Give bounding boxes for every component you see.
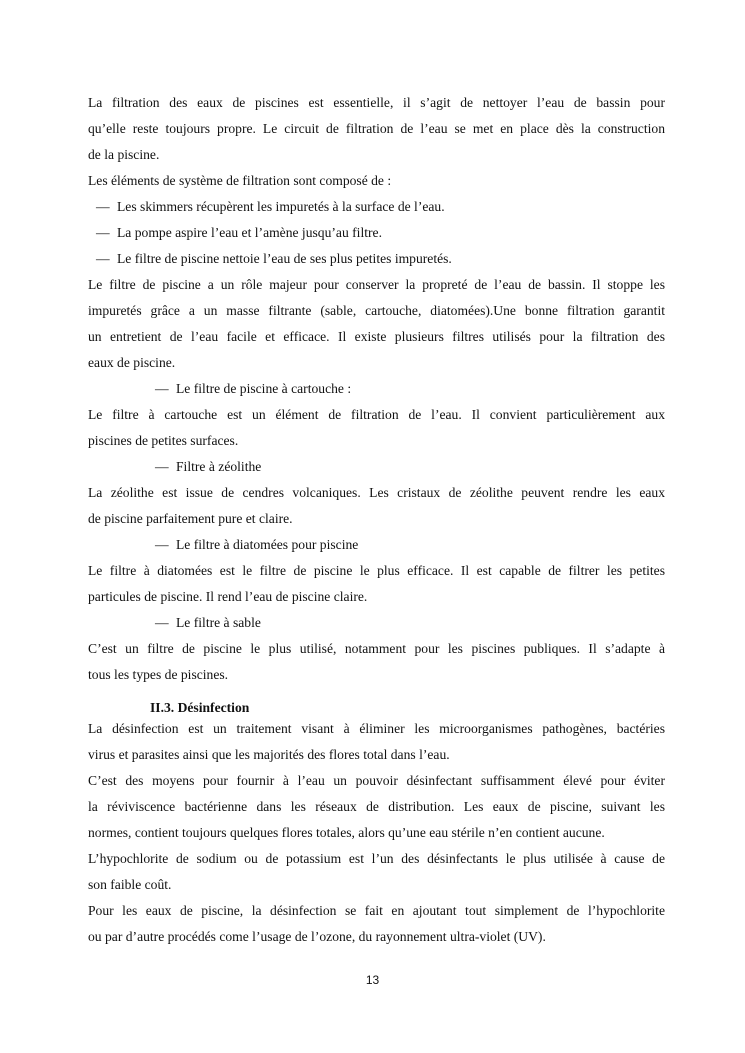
section-heading-desinfection: II.3. Désinfection <box>150 700 250 715</box>
intro-line-3: de la piscine. <box>88 147 160 162</box>
dash-bullet: — <box>155 381 169 396</box>
dash-bullet: — <box>155 459 169 474</box>
desinfection-p2-line-1: C’est des moyens pour fournir à l’eau un pouvoir désinfectant suffisamment élevé pour éviter <box>88 773 665 788</box>
intro-line-1: La filtration des eaux de piscines est essentielle, il s’agit de nettoyer l’eau de bassin pour <box>88 95 665 110</box>
list-item-text: Le filtre de piscine nettoie l’eau de ses plus petites impuretés. <box>117 251 452 266</box>
filter-title-diatomees <box>88 532 665 558</box>
filter-title-text: Le filtre à diatomées pour piscine <box>176 537 359 552</box>
desinfection-p3-line-1: L’hypochlorite de sodium ou de potassium est l’un des désinfectants le plus utilisée à cause de <box>88 851 665 866</box>
desinfection-p2-line-3: normes, contient toujours quelques flores totales, alors qu’une eau stérile n’en contient aucune. <box>88 825 605 840</box>
desinfection-p4-line-2: ou par d’autre procédés come l’usage de l’ozone, du rayonnement ultra-violet (UV). <box>88 929 546 944</box>
filter-title-text: Filtre à zéolithe <box>176 459 262 474</box>
cartouche-line-2: piscines de petites surfaces. <box>88 433 239 448</box>
dash-bullet: — <box>96 251 110 266</box>
intro-line-2: qu’elle reste toujours propre. Le circuit de filtration de l’eau se met en place dès la construction <box>88 121 665 136</box>
cartouche-line-1: Le filtre à cartouche est un élément de filtration de l’eau. Il convient particulièrement aux <box>88 407 665 422</box>
desinfection-p2-line-2: la réviviscence bactérienne dans les réseaux de distribution. Les eaux de piscine, suivant les <box>88 799 665 814</box>
dash-bullet: — <box>96 199 110 214</box>
sable-line-2: tous les types de piscines. <box>88 667 229 682</box>
filter-title-zeolithe <box>88 454 665 480</box>
diatomees-line-2: particules de piscine. Il rend l’eau de piscine claire. <box>88 589 368 604</box>
list-item-text: Les skimmers récupèrent les impuretés à la surface de l’eau. <box>117 199 445 214</box>
dash-bullet: — <box>155 537 169 552</box>
diatomees-line-1: Le filtre à diatomées est le filtre de piscine le plus efficace. Il est capable de filtrer les petites <box>88 563 665 578</box>
filter-role-line-2: impuretés grâce a un masse filtrante (sable, cartouche, diatomées).Une bonne filtration garantit <box>88 303 665 318</box>
dash-bullet: — <box>96 225 110 240</box>
desinfection-p4-line-1: Pour les eaux de piscine, la désinfection se fait en ajoutant tout simplement de l’hypochlorite <box>88 903 665 918</box>
desinfection-p1-line-1: La désinfection est un traitement visant à éliminer les microorganismes pathogènes, bactéries <box>88 721 665 736</box>
filter-title-text: Le filtre de piscine à cartouche : <box>176 381 352 396</box>
elements-heading: Les éléments de système de filtration sont composé de : <box>88 173 392 188</box>
zeolithe-line-2: de piscine parfaitement pure et claire. <box>88 511 293 526</box>
filter-title-sable <box>88 610 665 636</box>
dash-bullet: — <box>155 615 169 630</box>
filter-title-text: Le filtre à sable <box>176 615 261 630</box>
document-page <box>88 90 665 950</box>
filter-role-line-4: eaux de piscine. <box>88 355 176 370</box>
filter-title-cartouche <box>88 376 665 402</box>
filter-role-line-1: Le filtre de piscine a un rôle majeur pour conserver la propreté de l’eau de bassin. Il stoppe les <box>88 277 665 292</box>
list-item <box>88 220 665 246</box>
list-item <box>88 194 665 220</box>
list-item-text: La pompe aspire l’eau et l’amène jusqu’au filtre. <box>117 225 382 240</box>
sable-line-1: C’est un filtre de piscine le plus utilisé, notamment pour les piscines publiques. Il s’adapte à <box>88 641 665 656</box>
desinfection-p3-line-2: son faible coût. <box>88 877 172 892</box>
filter-role-line-3: un entretient de l’eau facile et efficace. Il existe plusieurs filtres utilisés pour la filtration des <box>88 329 665 344</box>
zeolithe-line-1: La zéolithe est issue de cendres volcaniques. Les cristaux de zéolithe peuvent rendre les eaux <box>88 485 665 500</box>
desinfection-p1-line-2: virus et parasites ainsi que les majorités des flores total dans l’eau. <box>88 747 450 762</box>
page-number: 13 <box>365 973 380 987</box>
list-item <box>88 246 665 272</box>
